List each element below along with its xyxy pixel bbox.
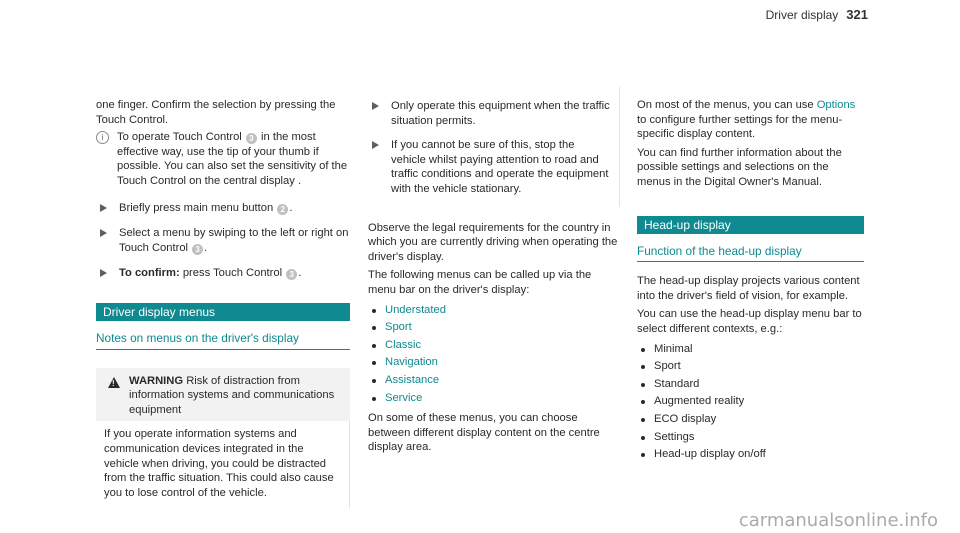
list-item [368,302,620,320]
step-stop-vehicle [368,138,611,196]
bullet [641,365,645,369]
warning-body-text: If you operate information systems and communication devices integrated in the vehicle when driving, you could be distracted from the traffic situation. This could also cause you to lose control of the vehicle. [104,428,334,499]
step-text: Only operate this equipment when the traffic situation permits. [391,100,610,127]
list-item-text: Minimal [654,342,693,355]
warning-title: Risk of distraction from information systems and communications equipment [129,374,335,416]
section-name: Driver display [765,8,839,22]
step-end: . [204,241,208,254]
step-text: Select a menu by swiping to the left or right on Touch Control [119,227,349,254]
warning-body [96,421,350,508]
list-item-text: Augmented reality [654,395,745,408]
bullet [641,418,645,422]
touch-control-badge: 3 [192,244,203,255]
options-link[interactable]: Options [816,99,856,111]
step-text: press Touch Control [182,267,283,280]
hud-context-list [637,341,864,464]
menu-link-service[interactable]: Service [385,391,423,404]
bullet [372,344,376,348]
list-item-text: Settings [654,430,695,443]
list-item [368,390,620,408]
menu-link-assistance[interactable]: Assistance [385,373,440,386]
step-arrow-icon [372,102,379,110]
bullet [641,383,645,387]
column-1 [96,98,350,508]
subsection-title-function: Function of the head-up display [637,244,864,263]
intro-text: one finger. Confirm the selection by pressing the Touch Control. [96,99,336,126]
list-item [637,341,864,359]
step-only-operate [368,99,611,128]
touch-control-badge: 3 [246,133,257,144]
list-item-text: Standard [654,377,700,390]
bullet [372,397,376,401]
step-text: If you cannot be sure of this, stop the vehicle whilst paying attention to road and traffic conditions and operate the equipment with the vehicle stationary. [391,139,609,195]
list-item [637,358,864,376]
step-select-menu [96,226,350,255]
warning-steps [368,87,620,207]
page-header [766,8,868,23]
list-item [368,337,620,355]
column-2 [368,98,620,455]
bullet [372,361,376,365]
hud-description-text: The head-up display projects various content into the driver's field of vision, for example. [637,275,860,302]
step-arrow-icon [100,204,107,212]
step-arrow-icon [100,269,107,277]
list-item-text: ECO display [654,412,717,425]
section-title-driver-display-menus: Driver display menus [96,303,350,321]
column-3 [637,98,864,464]
menu-link-navigation[interactable]: Navigation [385,356,438,369]
info-icon: i [96,131,109,144]
menus-intro-text: The following menus can be called up via the menu bar on the driver's display: [368,269,592,296]
menu-link-classic[interactable]: Classic [385,338,422,351]
step-end: . [298,267,302,280]
step-text: Briefly press main menu button [119,201,274,214]
display-content-text: On some of these menus, you can choose between different display content on the centre display area. [368,412,600,454]
info-text [117,130,350,188]
step-arrow-icon [372,141,379,149]
bullet [372,326,376,330]
list-item [637,376,864,394]
info-note [96,130,350,188]
step-bold-label: To confirm: [119,267,180,280]
list-item [368,372,620,390]
bullet [372,309,376,313]
warning-triangle-icon: ! [108,377,120,388]
manual-reference-text: You can find further information about the possible settings and selections on the menus in the Digital Owner's Manual. [637,146,842,188]
list-item [637,393,864,411]
warning-label: WARNING [129,374,184,387]
step-end: . [289,201,293,214]
menu-link-sport[interactable]: Sport [385,321,412,334]
touch-control-badge: 3 [286,269,297,280]
list-item [637,446,864,464]
page-number: 321 [846,7,868,22]
options-text [637,98,864,142]
options-text-end: to configure further settings for the menu-specific display content. [637,113,843,141]
main-menu-button-badge: 2 [277,204,288,215]
legal-requirements-text: Observe the legal requirements for the country in which you are currently driving when operating the driver's display. [368,221,618,263]
bullet [641,453,645,457]
warning-header [96,368,350,422]
step-arrow-icon [100,229,107,237]
list-item-text: Head-up display on/off [654,448,766,461]
options-text-start: On most of the menus, you can use [637,99,814,111]
step-confirm [96,266,350,281]
bullet [641,400,645,404]
list-item [368,319,620,337]
step-press-main-menu [96,201,350,216]
info-text-rest: in the most effective way, use the tip of your thumb if possible. You can also set the sensitivity of the Touch Control on the central display . [117,131,348,187]
menu-link-understated[interactable]: Understated [385,303,446,316]
list-item [637,429,864,447]
hud-menu-bar-text: You can use the head-up display menu bar to select different contexts, e.g.: [637,308,862,335]
menu-list [368,302,620,408]
info-text-start: To operate Touch Control [117,131,242,144]
section-title-head-up-display: Head-up display [637,216,864,234]
bullet [372,379,376,383]
list-item [368,354,620,372]
list-item-text: Sport [654,360,681,373]
bullet [641,436,645,440]
subsection-title-notes: Notes on menus on the driver's display [96,331,350,350]
list-item [637,411,864,429]
watermark-text: carmanualsonline.info [738,510,938,532]
bullet [641,348,645,352]
